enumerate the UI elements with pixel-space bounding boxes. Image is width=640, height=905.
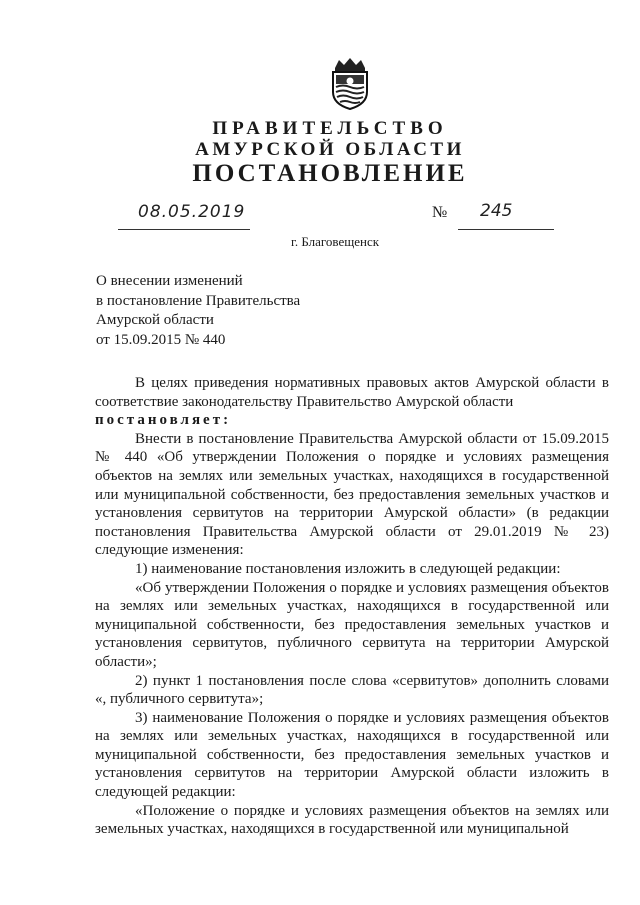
body-paragraph: Внести в постановление Правительства Амурской области от 15.09.2015 № 440 «Об утверждении Положения о порядке и условиях размещения объектов на землях или земельных участках, находящихся в государственной или муниципальной собственности, без предоставления земельных участков и установления сервитутов на территории Амурской области» (в редакции постановления Правительства Амурской области от 29.01.2019 № 23) следующие изменения: [95, 430, 609, 559]
coat-of-arms-icon [327, 58, 373, 110]
subject-line: О внесении изменений [96, 273, 243, 289]
body-paragraph: «Об утверждении Положения о порядке и условиях размещения объектов на землях или земельных участках, находящихся в государственной или муниципальной собственности, без предоставления земельных участков и установления сервитутов, публичного сервитута на территории Амурской области»; [95, 579, 609, 670]
document-date: 08.05.2019 [138, 202, 246, 222]
body-paragraph: 3) наименование Положения о порядке и условиях размещения объектов на землях или земельных участках, находящихся в государственной или муниципальной собственности, без предоставления земельных участков и установления сервитутов на территории Амурской области изложить в следующей редакции: [95, 709, 609, 801]
city-line: г. Благовещенск [290, 234, 380, 249]
number-sign: № [432, 204, 448, 221]
document-body [95, 374, 609, 839]
organization-name-line2: АМУРСКОЙ ОБЛАСТИ [195, 139, 465, 160]
organization-name-line1: ПРАВИТЕЛЬСТВО [212, 118, 448, 139]
resolves-keyword: постановляет: [95, 412, 232, 429]
preamble-paragraph: В целях приведения нормативных правовых актов Амурской области в соответствие законодательству Правительство Амурской области [95, 375, 609, 410]
body-paragraph: «Положение о порядке и условиях размещения объектов на землях или земельных участках, находящихся в государственной или муниципальной [95, 802, 609, 838]
subject-line: Амурской области [96, 312, 214, 328]
subject-line: в постановление Правительства [96, 292, 301, 309]
document-number: 245 [480, 201, 513, 221]
document-subject [96, 272, 356, 350]
document-type-title: ПОСТАНОВЛЕНИЕ [192, 160, 468, 187]
body-paragraph: 1) наименование постановления изложить в следующей редакции: [135, 560, 561, 577]
body-paragraph: 2) пункт 1 постановления после слова «сервитутов» дополнить словами «, публичного сервитута»; [95, 672, 609, 708]
subject-line: от 15.09.2015 № 440 [96, 331, 226, 348]
